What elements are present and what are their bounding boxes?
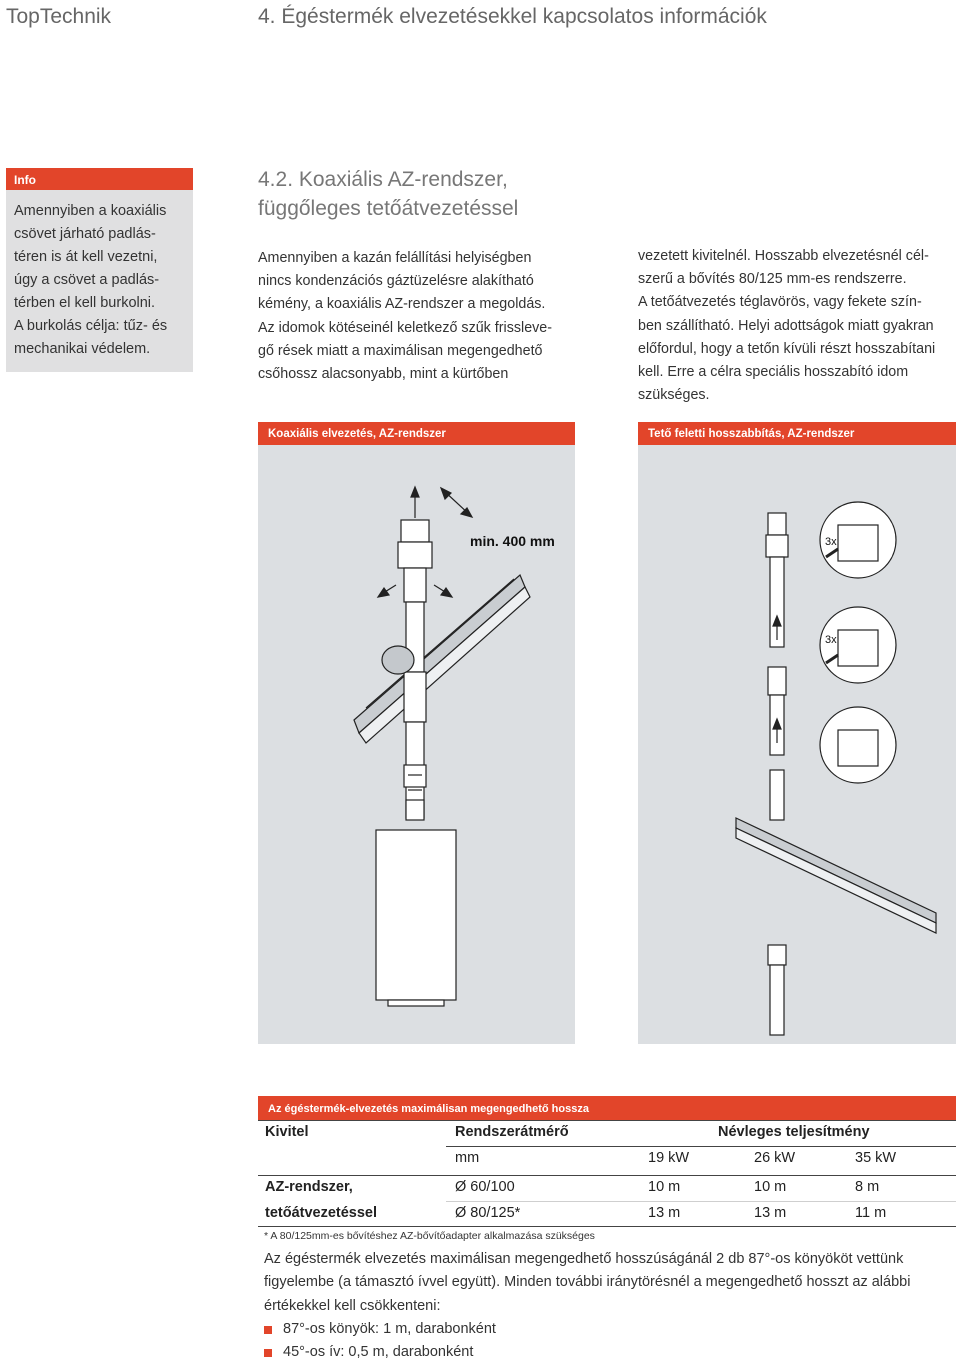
diameter-cell: Ø 60/100 <box>455 1179 515 1195</box>
figure-coaxial-title: Koaxiális elvezetés, AZ-rendszer <box>258 422 575 445</box>
value-cell: 13 m <box>648 1205 681 1221</box>
body-text-left <box>258 247 552 386</box>
info-box <box>6 168 193 372</box>
screw-count-label: 3x <box>825 634 837 646</box>
diameter-cell: Ø 80/125* <box>455 1205 521 1221</box>
body-line: vezetett kivitelnél. Hosszabb elvezetésnél cél- <box>638 248 929 264</box>
table-footnote: * A 80/125mm-es bővítéshez AZ-bővítőadapter alkalmazása szükséges <box>264 1230 595 1242</box>
bullet-item <box>264 1341 910 1361</box>
power-35kw: 35 kW <box>855 1150 897 1166</box>
info-line: mechanikai védelem. <box>14 341 151 357</box>
body-line: A tetőátvezetés téglavörös, vagy fekete szín- <box>638 294 922 311</box>
roof-extension-diagram <box>638 445 956 1044</box>
figure-extension-panel <box>638 422 956 1044</box>
body-line: gő rések miatt a maximálisan megengedhető <box>258 342 543 359</box>
dimension-min-400mm: min. 400 mm <box>470 533 555 549</box>
roof-section-right <box>736 818 936 933</box>
info-line: csövet járható padlás- <box>14 226 156 242</box>
bullet-text: 45°-os ív: 0,5 m, darabonként <box>283 1344 474 1361</box>
body-line: szükséges. <box>638 387 710 404</box>
section-title-line: függőleges tetőátvezetéssel <box>258 197 519 220</box>
chapter-title: 4. Égéstermék elvezetésekkel kapcsolatos információk <box>258 5 767 28</box>
screw-count-label: 3x <box>825 536 837 548</box>
body-line: szerű a bővítés 80/125 mm-es rendszerre. <box>638 271 907 288</box>
body-line: Amennyiben a kazán felállítási helyiségben <box>258 250 532 266</box>
bottom-line: értékekkel kell csökkenteni: <box>264 1297 441 1314</box>
bottom-line: figyelembe (a támasztó ívvel együtt). Minden további iránytörésnél a megengedhető hosszt az alábbi <box>264 1274 911 1291</box>
boiler <box>376 830 456 1000</box>
power-26kw: 26 kW <box>754 1150 796 1166</box>
body-line: előfordul, hogy a tetőn kívüli részt hosszabítani <box>638 340 936 357</box>
body-line: kémény, a koaxiális AZ-rendszer a megoldás. <box>258 296 546 313</box>
info-text <box>6 190 193 361</box>
type-label: tetőátvezetéssel <box>265 1205 378 1221</box>
col-rendszeratmero: Rendszerátmérő <box>455 1124 569 1140</box>
roof-collar <box>382 646 414 674</box>
bullet-square-icon <box>264 1349 272 1357</box>
body-line: csőhossz alacsonyabb, mint a kürtőben <box>258 366 509 383</box>
info-label: Info <box>6 168 193 190</box>
bottom-text <box>264 1248 910 1361</box>
value-cell: 13 m <box>754 1205 787 1221</box>
section-title-line: 4.2. Koaxiális AZ-rendszer, <box>258 168 508 191</box>
value-cell: 10 m <box>648 1179 681 1195</box>
body-line: kell. Erre a célra speciális hosszabító idom <box>638 364 909 381</box>
info-line: Amennyiben a koaxiális <box>14 203 167 219</box>
body-text-right <box>638 245 935 407</box>
bullet-square-icon <box>264 1326 272 1334</box>
info-line: téren is át kell vezetni, <box>14 249 158 265</box>
coaxial-flue-diagram <box>258 445 575 1044</box>
value-cell: 10 m <box>754 1179 787 1195</box>
col-nevleges: Névleges teljesítmény <box>718 1124 870 1140</box>
col-kivitel: Kivitel <box>265 1124 309 1140</box>
info-line: A burkolás célja: tűz- és <box>14 318 168 334</box>
figure-extension-title: Tető feletti hosszabbítás, AZ-rendszer <box>638 422 956 445</box>
value-cell: 11 m <box>855 1205 887 1221</box>
power-19kw: 19 kW <box>648 1150 690 1166</box>
type-label: AZ-rendszer, <box>265 1179 353 1195</box>
info-line: úgy a csövet a padlás- <box>14 272 160 288</box>
table-row <box>258 1179 956 1201</box>
bottom-line: Az égéstermék elvezetés maximálisan megengedhető hosszúságánál 2 db 87°-os könyököt vettünk <box>264 1251 904 1267</box>
section-title <box>258 165 518 223</box>
body-line: Az idomok kötéseinél keletkező szűk frissleve- <box>258 319 553 336</box>
table-header-row <box>258 1124 956 1146</box>
bullet-item <box>264 1318 910 1341</box>
body-line: ben szállítható. Helyi adottságok miatt gyakran <box>638 317 934 334</box>
body-line: nincs kondenzációs gáztüzelésre alakítható <box>258 273 534 290</box>
bullet-text: 87°-os könyök: 1 m, darabonként <box>283 1320 496 1337</box>
unit-mm: mm <box>455 1150 480 1166</box>
value-cell: 8 m <box>855 1179 880 1195</box>
table-unit-row <box>258 1150 956 1172</box>
info-line: térben el kell burkolni. <box>14 295 156 311</box>
table-row <box>258 1205 956 1227</box>
roof-section <box>354 575 530 743</box>
brand-title: TopTechnik <box>6 5 112 28</box>
table-title: Az égéstermék-elvezetés maximálisan megengedhető hossza <box>258 1096 956 1120</box>
figure-coaxial-panel <box>258 422 575 1044</box>
